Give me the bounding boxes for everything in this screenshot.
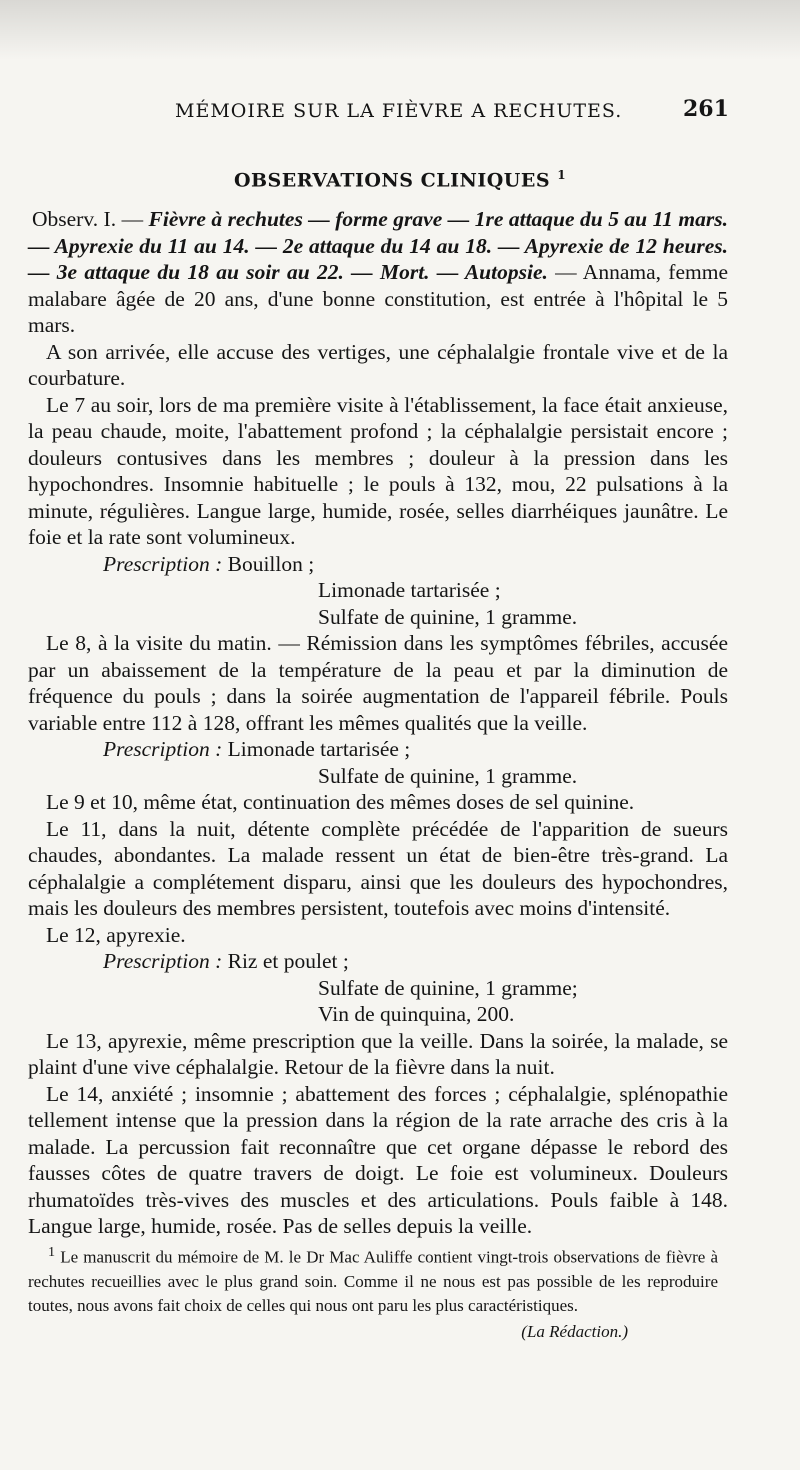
prescription-item: Bouillon ; [227,551,315,576]
footnote-text [28,1240,718,1318]
observation-heading [28,206,728,339]
prescription-block-1 [103,551,728,631]
running-head: MÉMOIRE SUR LA FIÈVRE A RECHUTES. [175,100,623,122]
prescription-block-3 [103,948,728,1028]
paragraph-day-8: Le 8, à la visite du matin. — Rémission dans les symptômes fébriles, accusée par un abaissement de la température de la peau et par la diminution de fréquence du pouls ; dans la soirée augmentation de l'appareil fébrile. Pouls variable entre 112 à 128, offrant les mêmes qualités que la veille. [28,631,728,735]
prescription-item: Riz et poulet ; [227,949,349,973]
footnote [28,1240,718,1344]
paragraph-day-14: Le 14, anxiété ; insomnie ; abattement des forces ; céphalalgie, splénopathie tellement intense que la pression dans la région de la rate arrache des cris à la malade. La percussion fait reconnaître que cet organe dépasse le rebord des fausses côtes de quatre travers de doigt. Le foie est volumineux. Douleurs rhumatoïdes très-vives des muscles et des articulations. Pouls faible à 148. Langue large, humide, rosée. Pas de selles depuis la veille. [28,1081,728,1238]
prescription-item: Limonade tartarisée ; [227,737,411,761]
scan-shadow [0,0,800,60]
footnote-body: Le manuscrit du mémoire de M. le Dr Mac Auliffe contient vingt-trois observations de fièvre à rechutes recueillies avec le plus grand soin. Comme il ne nous est pas possible de les reproduire toutes, nous avons fait choix de celles qui nous ont paru les plus caractéristiques. [28,1247,719,1315]
paragraph-day-9-10: Le 9 et 10, même état, continuation des mêmes doses de sel quinine. [46,790,635,814]
body-text [28,206,728,1240]
paragraph-day-12: Le 12, apyrexie. [46,922,186,947]
observation-diagnosis: Fièvre à rechutes — forme grave — [148,207,475,231]
observation-course: 1re attaque du 5 au 11 mars. — Apyrexie du 11 au 14. — 2e attaque du 14 au 18. — Apyrexie de 12 heures. — 3e attaque du 18 au soir au 22. — Mort. — Autopsie. [28,207,728,284]
prescription-item: Vin de quinquina, 200. [318,1002,515,1026]
paragraph-day-13: Le 13, apyrexie, même prescription que la veille. Dans la soirée, la malade, se plaint d'une vive céphalalgie. Retour de la fièvre dans la nuit. [28,1028,728,1079]
section-title-text: OBSERVATIONS CLINIQUES [233,169,551,192]
paragraph-day-7: Le 7 au soir, lors de ma première visite à l'établissement, la face était anxieuse, la peau chaude, moite, l'abattement profond ; la céphalalgie persistait encore ; douleurs contusives dans les membres ; douleur à la pression dans les hypochondres. Insomnie habituelle ; le pouls à 132, mou, 22 pulsations à la minute, régulières. Langue large, humide, rosée, selles diarrhéiques jaunâtre. Le foie et la rate sont volumineux. [28,392,728,549]
paragraph-day-11: Le 11, dans la nuit, détente complète précédée de l'apparition de sueurs chaudes, abondantes. La malade ressent un état de bien-être très-grand. La céphalalgie a complétement disparu, ainsi que les douleurs des hypochondres, mais les douleurs des membres persistent, toutefois avec moins d'intensité. [28,816,728,920]
section-title [0,168,800,191]
prescription-item: Sulfate de quinine, 1 gramme. [318,763,578,788]
prescription-label: Prescription : [103,737,223,761]
observation-patient: — Annama, femme malabare âgée de 20 ans, d'une bonne constitution, est entrée à l'hôpital le 5 mars. [28,260,728,337]
prescription-item: Sulfate de quinine, 1 gramme. [318,604,578,629]
paragraph-arrival: A son arrivée, elle accuse des vertiges, une céphalalgie frontale vive et de la courbature. [28,339,728,390]
page-header [0,92,800,132]
footnote-reference: 1 [557,168,567,182]
page-number: 261 [683,96,729,122]
prescription-label: Prescription : [103,551,223,576]
observation-label: Observ. I. — [32,207,149,231]
prescription-label: Prescription : [103,949,223,973]
footnote-signature: (La Rédaction.) [521,1321,628,1341]
prescription-item: Sulfate de quinine, 1 gramme; [318,975,578,1000]
footnote-mark: 1 [48,1244,56,1260]
prescription-block-2 [103,736,728,789]
prescription-item: Limonade tartarisée ; [318,578,501,602]
